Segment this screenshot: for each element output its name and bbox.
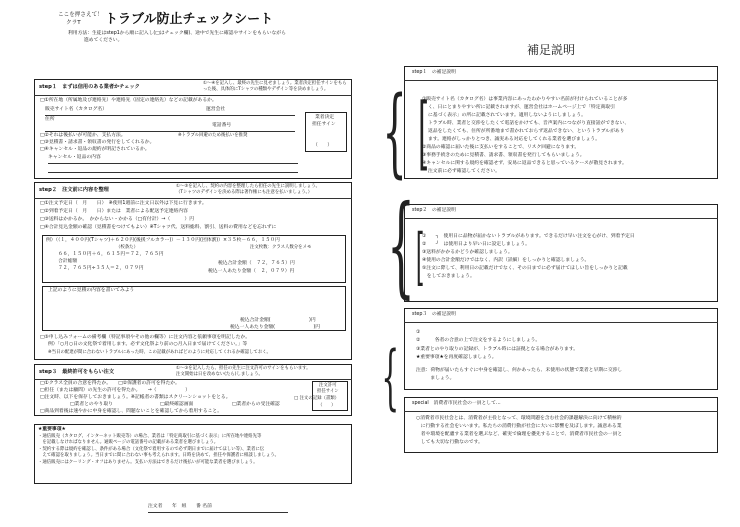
step3-divider bbox=[34, 379, 352, 380]
special-line1: ○消費者市民社会とは、消費者が主役となって、環境問題を含む社会的課題解決に向けて積極的 bbox=[416, 416, 622, 421]
special-label: special 消費者市民社会の一員として… bbox=[412, 401, 501, 406]
rstep1-line8: ③事務手続きのために見積書、請求書、領収書を発行してもらいましょう。 bbox=[422, 153, 585, 158]
step3-opt2[interactable]: □最終確認画面 bbox=[160, 402, 194, 407]
address-label: 住所 bbox=[45, 117, 55, 122]
step3-check1[interactable]: □①クラス全員の合意を得たか。 □②保護者の許可を得たか。 bbox=[40, 381, 180, 386]
step3-note-line2: 注文開始は日を改めない(たら)しましょう。 bbox=[176, 372, 263, 377]
example-per-person: 税込一人あたり金額（ ２，０７９）円 bbox=[208, 269, 295, 274]
rstep1-line9: ④キャンセルに関する規約を確認せず、安易に返品できると思っているケースが散見されます。 bbox=[422, 161, 627, 166]
cancel-label: キャンセル・返品の内容 bbox=[48, 155, 101, 160]
rstep1-label: step１ の補足説明 bbox=[412, 70, 456, 75]
step3-sign-paren: （ ） bbox=[318, 403, 336, 408]
step1-brace: { bbox=[382, 76, 407, 188]
rstep2-line6: をしておきましょう。 bbox=[422, 274, 475, 279]
step2-check5-example: 例）「○月○日の文化祭で着用します。必ず文化祭より前の○月入日まで届けてください。」等 bbox=[48, 342, 248, 347]
memo-per-person: 税込一人あたり金額( )円 bbox=[230, 325, 321, 330]
step2-check1[interactable]: □①注文予定日（ 月 日） ※使用1週前に注文日以外は下見に行きます。 bbox=[40, 201, 207, 206]
rstep3-line6: ましょう。 bbox=[416, 376, 455, 381]
usage-line1: 利用方法：生徒はstep1から順に記入し(□はチェック欄)、途中で先生に確認やサインをもらいながら bbox=[68, 31, 286, 36]
rstep2-label: step２ の補足説明 bbox=[412, 208, 456, 213]
footer-name-field: 注文者 年 組 番 名前 bbox=[148, 504, 212, 509]
step1-sign-label2: 担任サイン bbox=[312, 122, 336, 127]
step3-opt3[interactable]: □業者からの受注確認 bbox=[232, 402, 280, 407]
example-calc1: ６６，１５０円＋６，６１５円＝７２，７６５円 bbox=[58, 252, 164, 257]
step1-check2[interactable]: □②それは後払いが可能か、支払方法。 bbox=[40, 133, 126, 138]
footer-underline[interactable] bbox=[148, 512, 288, 513]
step2-divider bbox=[34, 198, 352, 199]
push-note-line2: クラT bbox=[66, 20, 81, 26]
step1-sign-paren: （ ） bbox=[313, 143, 333, 148]
step2-label: step２ 注文前に内容を整理 bbox=[39, 187, 109, 193]
rstep2-line2: ② ┘ は使用日より早い日に設定しましょう。 bbox=[422, 242, 530, 247]
fee-note: ※トラブル回避のため後払いを推奨 bbox=[178, 133, 248, 138]
rstep2-line4: ④使用の合計金額だけではなく、内訳（詳細）をしっかりと確認しましょう。 bbox=[422, 258, 590, 263]
page-title: トラブル防止チェックシート bbox=[105, 12, 274, 27]
step2-check4[interactable]: □④合計見込金額の確認（見積書をつけてもよい）※Tシャツ代、送料総料、割引、送料の費用などを忘れずに bbox=[40, 225, 277, 230]
example-case-label: （校条た） bbox=[116, 245, 138, 250]
rstep3-line5: 注意：荷物が届いたらすぐに中身を確認し、何かあったら、未使用の状態で業者と早期に交渉し bbox=[416, 368, 623, 373]
step3-check3[interactable]: □注文時、以下を保存しておきましょう。※記帳者の書類はスクリーンショットをとる。 bbox=[40, 395, 231, 400]
rstep1-line1: ①販売サイト名（カタログ名）は事業内容にあったわかりやすい名前が付けられていることが多 bbox=[422, 97, 628, 102]
cancel-line2[interactable] bbox=[48, 172, 298, 173]
step2-note-line1: ①～⑤を記入し、契約の内容を整理したら担任の先生に説明しましょう。 bbox=[176, 184, 320, 189]
cancel-line1[interactable] bbox=[48, 163, 298, 164]
note2-line2: えて確認を取りましょう。当日までに間に合わない事も考えられます。日時を決めて、担任や保護者に相談しましょう。 bbox=[38, 453, 280, 458]
step3-opt1[interactable]: □業者とのやり取り bbox=[70, 402, 113, 407]
special-divider bbox=[404, 411, 718, 412]
push-note-line1: ここを押さえて！ bbox=[58, 12, 103, 18]
step3-sign-label1: 注文許可 bbox=[319, 383, 337, 388]
step3-sign-label2: 担任サイン bbox=[317, 389, 339, 394]
rstep2-divider bbox=[404, 218, 718, 219]
rstep2-line3: ③送料がかかるかどうか確認しましょう。 bbox=[422, 250, 513, 255]
site-name-label: 販売サイト名（カタログ名） bbox=[45, 107, 108, 112]
special-line3: 者や環境を配慮する業者を選ぶなど、確実で倫理を優先することで、消費者市民社会の一員と bbox=[416, 432, 623, 437]
step1-sign-label1: 業者決定 bbox=[315, 115, 335, 120]
note3-line1: ・通信販売にはクーリング・オフはありません。支払い方法はできるだけ後払いが可能な業者を選びましょう。 bbox=[38, 460, 258, 465]
rstep2-line1: ① ┐ 使用日に品物が届かないトラブルがあります。できるだけ早い注文を心がけ、到着予定日 bbox=[422, 234, 635, 239]
phone-label: 電話番号 bbox=[212, 123, 232, 128]
rstep1-line10: 注文前に必ず確認してください。 bbox=[428, 169, 500, 174]
example-total-label: 合計総額 bbox=[58, 259, 78, 264]
note1-line1: ・通信販売（カタログ、インターネット販売等）の場合、業者は「特定商取引に基づく表示」に所在地や連絡先等 bbox=[38, 434, 262, 439]
step2-note-line2: （Tシャツのデザインを決める際は著作権にも注意を払いましょう。） bbox=[176, 190, 313, 195]
step2-check3[interactable]: □③送料はかかるか。 かからない・かかる（□有付計）→（ ）円 bbox=[40, 217, 195, 222]
right-title: 補足説明 bbox=[527, 43, 576, 57]
step1-divider bbox=[34, 95, 352, 96]
rstep3-line2: ② 各者の合意の上で注文をするようにしましょう。 bbox=[416, 338, 541, 343]
rstep2-inner-brace: [ bbox=[415, 220, 425, 293]
rstep2-line5: ⑤注文に際して、利用日の記載だけでなく、その日までに必ず届けてほしい旨をしっかりと記載 bbox=[422, 266, 628, 271]
example-formula: 例）（（１，４００円(Tシャツ)＋６２０円(後援フルカラー)）－１３０円(団体割)）×３５枚－６６，１５０円 bbox=[46, 238, 280, 243]
rstep3-line3: ③業者とのやり取りの記録が、トラブル時には証拠となる場合があります。 bbox=[416, 347, 579, 352]
rstep1-line3: に基づく表示」の所に記載されています。適用しないようにしましょう。 bbox=[428, 113, 586, 118]
rstep1-line7: ②商品の確認に届いた後に支払いをすることで、リスク回避になります。 bbox=[422, 145, 580, 150]
step3-note-line1: ①～③を記入したら、担任の先生に注文許可のサインをもらいます。 bbox=[176, 366, 311, 371]
step1-check3[interactable]: □③見積書・請求書・領収書の発行をしてくれるか。 bbox=[40, 140, 155, 145]
note2-line1: ・契約する際は規約を確認し、条件がある場合（文化祭で着用するので必ず期日までに届けてほしい等）、業者に伝 bbox=[38, 447, 265, 452]
example-calc2: ７２，７６５円÷３５人＝２，０７９円 bbox=[58, 266, 144, 271]
rstep1-line4: トラブル時、業者と交渉をしたくて電話をかけても、音声案内につながり直接話ができない、 bbox=[428, 121, 630, 126]
example-req-label: 注文枚数：クラス人数分をメモ bbox=[250, 245, 312, 250]
step1-note-line2: った後、具体的にTシャツの種類やデザイン等を決めましょう。 bbox=[203, 87, 329, 92]
important-notes-title: ★重要事項★ bbox=[38, 427, 66, 432]
step3-check2[interactable]: □担任（または顧問）の先生の許可を得たか。 →（ ） bbox=[40, 388, 191, 393]
memo-label: 上記のように見積の内容を書いてみよう bbox=[48, 288, 135, 293]
step1-note-line1: ①～④を記入し、最終の先生に見せましょう。業者決定担任サインをもら bbox=[203, 81, 347, 86]
step1-check4[interactable]: □④キャンセル・返品の規約が明記されているか。 bbox=[40, 147, 150, 152]
step2-check2[interactable]: □②到着予定日（ 月 日）または 業者による配送予定連絡内容 bbox=[40, 209, 188, 214]
usage-line2: 進めてください。 bbox=[84, 38, 123, 43]
rstep3-divider bbox=[404, 322, 718, 323]
address-line[interactable] bbox=[45, 131, 295, 132]
special-line2: に行動する社会をいいます。私たちの消費行動が社会に大いに影響を及ぼします。誠意ある業 bbox=[416, 424, 622, 429]
step3-label: step３ 最終許可をもらい注文 bbox=[39, 369, 115, 375]
step1-check1[interactable]: □①所在地（所属地及び連絡先）や連絡先（固定の連絡先）などの記載があるか。 bbox=[40, 98, 217, 103]
rstep1-divider bbox=[404, 80, 718, 81]
step3-opt4[interactable]: □ 注文の記録（書類） bbox=[294, 396, 340, 401]
step2-brace: { bbox=[387, 181, 415, 309]
step2-check5[interactable]: □⑤申し込みフォームの備考欄（特記事項やその他の欄等）に注文内容と依頼事項を明記したか。 bbox=[40, 335, 251, 340]
rstep1-line5: 返品をしたくても、住所が所番地まで書かれておらず返品できない、というトラブルがあり bbox=[428, 129, 625, 134]
example-total-inc: 税込合計金額（ ７２，７６５）円 bbox=[218, 261, 295, 266]
rstep3-label: step３ の補足説明 bbox=[412, 312, 456, 317]
rstep3-line4: ★重要事項★を再度確認しましょう。 bbox=[416, 355, 497, 360]
rstep1-line2: く、日にとまりやすい所に記載されますが、運営会社はホームページ上で「特定商取引 bbox=[428, 105, 615, 110]
step1-label: step１ まずは信用のある業者かチェック bbox=[39, 84, 140, 90]
step2-check5-note: ※当日の配達が間に合わないトラブルにあった時、この記載があればどのように対応してくれるか確認しておく。 bbox=[48, 350, 271, 355]
rstep3-line1: ① bbox=[416, 330, 421, 335]
rstep1-line6: ます。連絡がしっかりとつき、誠実ある対応をしてくれる業者を選びましょう。 bbox=[428, 137, 601, 142]
special-line4: しても大切な行動なのです。 bbox=[416, 440, 483, 445]
step3-check4[interactable]: □商品到着後は速やかに中身を確認し、問題ないことを確認してから着用すること。 bbox=[40, 409, 223, 414]
memo-total-inc: 税込合計金額( )円 bbox=[240, 318, 316, 323]
step3-brace: { bbox=[381, 336, 400, 418]
site-name-line[interactable] bbox=[45, 115, 295, 116]
note1-line2: を記載しなければなりません。通販ページの電話番号の記載がある業者を選びましょう。 bbox=[38, 440, 219, 445]
company-label: 運営会社 bbox=[206, 107, 226, 112]
rstep1-inner-brace: [ bbox=[418, 86, 430, 179]
